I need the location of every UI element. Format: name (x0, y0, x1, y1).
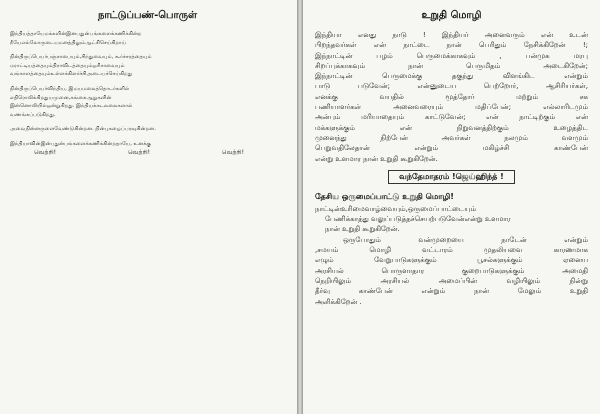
anthem-paragraph-1 (10, 30, 285, 47)
anthem-paragraph-5 (10, 140, 285, 157)
anthem-meaning-title: நாட்டுப்பண்-பொருள் (97, 10, 198, 21)
anthem-paragraph-2 (10, 53, 285, 79)
text-line: எனக்கு வயதில் மூத்தோர் மற்றும் சக (315, 92, 588, 101)
text-line: மராட்டியத்தையும்திராவிடத்தையும்ஒரிசாவையும் (10, 62, 125, 69)
text-line: இந்நாட்டின் பெருமைக்கு தகுந்து விளங்கிட என்றும் (315, 72, 588, 81)
text-line: நான் உறுதி கூறுகிறேன். (325, 225, 400, 234)
victory-line (34, 149, 244, 158)
victory-word: வெற்றி! (221, 148, 244, 156)
text-line: இன்னொலியில்ஒன்றுகிறது. இந்தியக்கடலலைகளால் (10, 103, 133, 110)
anthem-paragraph-3 (10, 85, 285, 119)
national-integration-body (315, 235, 588, 307)
text-line: வணங்கப்படுகிறது. (10, 111, 56, 118)
text-line: நெறியிலும் அரசியல் அமைப்பின் வழியிலும் நின்று (315, 276, 588, 285)
text-line: நின்திருப்பெயர்பஞ்சாபையும்,சிந்துவையும், கூர்ச்சரத்தையும் (10, 54, 152, 61)
text-line: சிறப்புக்காகவும் நான் பெருமிதம் அடைகிறேன்; (315, 61, 588, 70)
anthem-paragraph-4 (10, 125, 285, 134)
text-line: பெறுவதிலேதான் என்றும் மகிழ்ச்சி காண்பேன் (315, 144, 588, 153)
text-line: ,சமயம் மொழி வட்டாரம் முதலியவை காரணமாக (315, 246, 588, 255)
right-page (303, 0, 600, 414)
text-line: தீர்வு காண்பேன் என்றும் நான் மேலும் உறுதி (315, 287, 588, 296)
text-line: இந்தியா எனது நாடு ! இந்தியர் அனைவரும் என் உடன் (315, 31, 588, 39)
text-line: முனைந்து நிற்பேன் அவர்கள் நலமும் வளமும் (315, 133, 588, 142)
text-line: அரசியல் பொருளாதார குறைபாடுகளுக்கும் அமைதி (315, 266, 588, 275)
text-line: நின்திருப்பெயர்விந்திய, இமயமலைத்தொடர்களில் (10, 85, 130, 92)
text-line: எதிரொலிக்கிறதுயமுனை,கங்கைஆறுகளின் (10, 94, 112, 101)
left-page (0, 0, 297, 414)
vande-mataram-text: வந்தேமாதரம் !ஜெய்ஹிந்த் ! (388, 170, 515, 184)
text-line: எழும் வேறுபாடுகளுக்கும் பூசல்களுக்கும் ஏனைய (315, 256, 588, 265)
text-line: அளிக்கிறேன் . (315, 297, 362, 306)
text-line: பிறந்தவர்கள் என் நாட்டை நான் பெரிதும் நேசிக்கிறேன் !; (315, 41, 588, 50)
text-line: நீயேஎல்லோருடையமனத்திலும்ஆட்சிசெய்கிறாய் (10, 39, 127, 46)
text-line: அவைநின்னருளைவேண்டுகின்றன. நின்புகழைப்பரவுகின்றன. (10, 126, 156, 133)
text-line: இந்நாட்டின் பழம் பெருமைக்காகவும் , பன்முக மரபு (315, 51, 588, 60)
national-integration-intro (315, 204, 588, 235)
text-line: இந்தியாவின்இன்பதுன்பங்களைக்கணிக்கின்றதாயே, உனக்கு (10, 140, 152, 147)
text-line: பேணிக்காத்து வலுப்படுத்தச்செயற்படுவேன்என்று உளமார (325, 215, 511, 224)
victory-word: வெற்றி! (127, 148, 151, 156)
text-line: என்று உளமார நான் உறுதி கூறுகிறேன். (315, 154, 438, 163)
text-line: வங்காளத்தையும்உள்ளக்கிளர்ச்சிஅடையச்செய்கிறது (10, 71, 133, 78)
text-line: பாடு படுவேன்; என்னுடைய பெற்றோர், ஆசிரியர்கள், (315, 82, 588, 91)
text-line: மக்களுக்கும் என் நிறுவனத்திற்கும் உழைத்திட (315, 123, 588, 132)
vande-mataram-box (315, 170, 588, 184)
text-line: ஒருபோதும் வன்முறையை நாடேன் என்றும் (343, 235, 588, 244)
text-line: அன்பும் மரியாதையும் காட்டுவேன்; என் நாட்டிற்கும் என் (315, 113, 588, 122)
national-integration-title: தேசிய ஒருமைப்பாட்டு உறுதி மொழி! (315, 191, 454, 201)
pledge-title: உறுதி மொழி (421, 10, 482, 21)
pledge-body (315, 30, 588, 164)
victory-word: வெற்றி! (34, 148, 57, 156)
text-line: பணியாளர்கள் அனைவரையும் மதிப்பேன்; எல்லாரிடமும் (315, 103, 588, 112)
text-line: நாட்டின்உரிமைவாழ்வையும்,ஒருமைப்பாட்டையும் (315, 204, 476, 213)
text-line: இந்தியத்தாயேமக்களின்இனபதுன்பங்களைக்கணிக்கின்ற (10, 31, 142, 37)
